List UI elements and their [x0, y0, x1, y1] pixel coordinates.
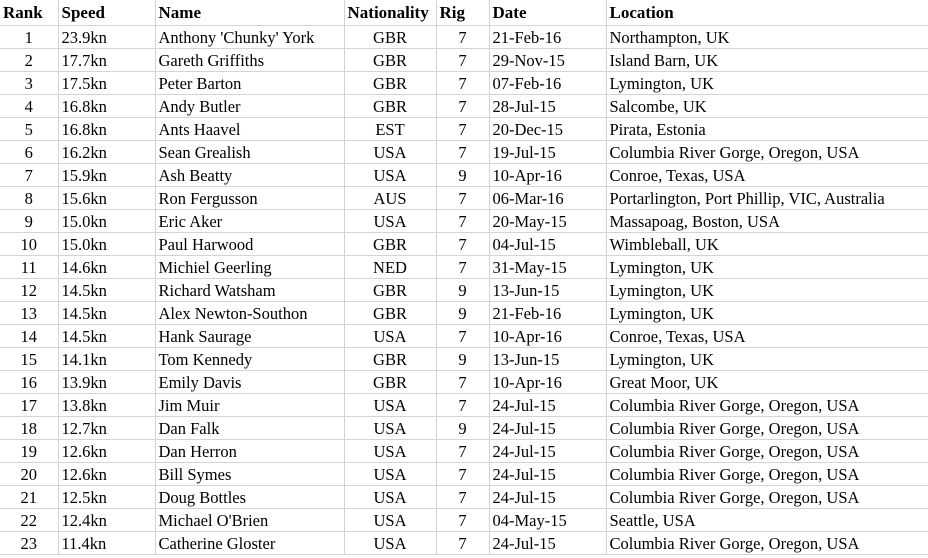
- cell-name[interactable]: Hank Saurage: [155, 325, 344, 348]
- table-row: [0, 532, 928, 555]
- header-rank[interactable]: Rank: [0, 0, 58, 26]
- cell-nationality[interactable]: USA: [344, 141, 436, 164]
- cell-name[interactable]: Jim Muir: [155, 394, 344, 417]
- cell-nationality[interactable]: USA: [344, 463, 436, 486]
- cell-rank[interactable]: 14: [0, 325, 58, 348]
- cell-rank[interactable]: 8: [0, 187, 58, 210]
- cell-rig[interactable]: 9: [436, 348, 489, 371]
- cell-rig[interactable]: 9: [436, 164, 489, 187]
- cell-nationality[interactable]: USA: [344, 417, 436, 440]
- table-row: [0, 302, 928, 325]
- table-row: [0, 486, 928, 509]
- cell-nationality[interactable]: USA: [344, 210, 436, 233]
- cell-location[interactable]: Northampton, UK: [606, 26, 928, 49]
- cell-rank[interactable]: 2: [0, 49, 58, 72]
- cell-location[interactable]: Massapoag, Boston, USA: [606, 210, 928, 233]
- header-nationality[interactable]: Nationality: [344, 0, 436, 26]
- cell-date[interactable]: 24-Jul-15: [489, 532, 606, 555]
- cell-speed[interactable]: 12.5kn: [58, 486, 155, 509]
- cell-rank[interactable]: 20: [0, 463, 58, 486]
- cell-location[interactable]: Columbia River Gorge, Oregon, USA: [606, 394, 928, 417]
- cell-rank[interactable]: 1: [0, 26, 58, 49]
- table-row: [0, 371, 928, 394]
- cell-name[interactable]: Eric Aker: [155, 210, 344, 233]
- cell-location[interactable]: Lymington, UK: [606, 279, 928, 302]
- cell-name[interactable]: Tom Kennedy: [155, 348, 344, 371]
- cell-rank[interactable]: 19: [0, 440, 58, 463]
- cell-name[interactable]: Richard Watsham: [155, 279, 344, 302]
- cell-rig[interactable]: 7: [436, 141, 489, 164]
- table-row: [0, 463, 928, 486]
- cell-date[interactable]: 04-May-15: [489, 509, 606, 532]
- cell-rank[interactable]: 4: [0, 95, 58, 118]
- table-row: [0, 233, 928, 256]
- cell-date[interactable]: 24-Jul-15: [489, 440, 606, 463]
- cell-speed[interactable]: 12.6kn: [58, 463, 155, 486]
- cell-speed[interactable]: 17.5kn: [58, 72, 155, 95]
- cell-rank[interactable]: 3: [0, 72, 58, 95]
- table-row: [0, 394, 928, 417]
- cell-rig[interactable]: 7: [436, 509, 489, 532]
- table-row: [0, 210, 928, 233]
- cell-name[interactable]: Dan Herron: [155, 440, 344, 463]
- cell-rig[interactable]: 7: [436, 187, 489, 210]
- table-row: [0, 509, 928, 532]
- cell-name[interactable]: Sean Grealish: [155, 141, 344, 164]
- cell-location[interactable]: Columbia River Gorge, Oregon, USA: [606, 486, 928, 509]
- cell-name[interactable]: Catherine Gloster: [155, 532, 344, 555]
- cell-rank[interactable]: 13: [0, 302, 58, 325]
- cell-rig[interactable]: 9: [436, 417, 489, 440]
- cell-nationality[interactable]: USA: [344, 325, 436, 348]
- cell-date[interactable]: 13-Jun-15: [489, 279, 606, 302]
- cell-rank[interactable]: 18: [0, 417, 58, 440]
- header-row: [0, 0, 928, 26]
- cell-rig[interactable]: 7: [436, 371, 489, 394]
- cell-rig[interactable]: 7: [436, 95, 489, 118]
- cell-location[interactable]: Lymington, UK: [606, 256, 928, 279]
- cell-date[interactable]: 21-Feb-16: [489, 26, 606, 49]
- cell-speed[interactable]: 14.5kn: [58, 325, 155, 348]
- cell-speed[interactable]: 16.8kn: [58, 95, 155, 118]
- cell-speed[interactable]: 16.2kn: [58, 141, 155, 164]
- cell-rig[interactable]: 7: [436, 72, 489, 95]
- cell-rank[interactable]: 17: [0, 394, 58, 417]
- cell-location[interactable]: Columbia River Gorge, Oregon, USA: [606, 463, 928, 486]
- table-row: [0, 417, 928, 440]
- cell-name[interactable]: Ron Fergusson: [155, 187, 344, 210]
- cell-speed[interactable]: 12.7kn: [58, 417, 155, 440]
- cell-date[interactable]: 29-Nov-15: [489, 49, 606, 72]
- cell-location[interactable]: Conroe, Texas, USA: [606, 325, 928, 348]
- cell-nationality[interactable]: GBR: [344, 302, 436, 325]
- cell-location[interactable]: Lymington, UK: [606, 72, 928, 95]
- cell-speed[interactable]: 15.6kn: [58, 187, 155, 210]
- cell-speed[interactable]: 13.8kn: [58, 394, 155, 417]
- cell-date[interactable]: 20-May-15: [489, 210, 606, 233]
- cell-name[interactable]: Dan Falk: [155, 417, 344, 440]
- cell-rig[interactable]: 7: [436, 532, 489, 555]
- cell-speed[interactable]: 23.9kn: [58, 26, 155, 49]
- header-date[interactable]: Date: [489, 0, 606, 26]
- cell-date[interactable]: 24-Jul-15: [489, 486, 606, 509]
- table-body: [0, 26, 928, 555]
- cell-speed[interactable]: 14.5kn: [58, 302, 155, 325]
- cell-rig[interactable]: 7: [436, 463, 489, 486]
- cell-speed[interactable]: 16.8kn: [58, 118, 155, 141]
- table-row: [0, 325, 928, 348]
- cell-rank[interactable]: 6: [0, 141, 58, 164]
- cell-location[interactable]: Conroe, Texas, USA: [606, 164, 928, 187]
- table-row: [0, 256, 928, 279]
- cell-name[interactable]: Peter Barton: [155, 72, 344, 95]
- cell-speed[interactable]: 17.7kn: [58, 49, 155, 72]
- cell-name[interactable]: Ash Beatty: [155, 164, 344, 187]
- cell-location[interactable]: Island Barn, UK: [606, 49, 928, 72]
- table-row: [0, 72, 928, 95]
- cell-location[interactable]: Columbia River Gorge, Oregon, USA: [606, 532, 928, 555]
- table-row: [0, 187, 928, 210]
- cell-date[interactable]: 24-Jul-15: [489, 394, 606, 417]
- cell-name[interactable]: Doug Bottles: [155, 486, 344, 509]
- cell-date[interactable]: 24-Jul-15: [489, 463, 606, 486]
- table-row: [0, 49, 928, 72]
- cell-location[interactable]: Wimbleball, UK: [606, 233, 928, 256]
- cell-nationality[interactable]: GBR: [344, 95, 436, 118]
- cell-location[interactable]: Pirata, Estonia: [606, 118, 928, 141]
- cell-speed[interactable]: 14.6kn: [58, 256, 155, 279]
- table-row: [0, 164, 928, 187]
- cell-date[interactable]: 04-Jul-15: [489, 233, 606, 256]
- cell-date[interactable]: 24-Jul-15: [489, 417, 606, 440]
- cell-rank[interactable]: 10: [0, 233, 58, 256]
- header-speed[interactable]: Speed: [58, 0, 155, 26]
- cell-nationality[interactable]: USA: [344, 486, 436, 509]
- header-name[interactable]: Name: [155, 0, 344, 26]
- table-row: [0, 118, 928, 141]
- cell-nationality[interactable]: USA: [344, 394, 436, 417]
- cell-nationality[interactable]: AUS: [344, 187, 436, 210]
- cell-nationality[interactable]: GBR: [344, 49, 436, 72]
- cell-name[interactable]: Emily Davis: [155, 371, 344, 394]
- cell-location[interactable]: Salcombe, UK: [606, 95, 928, 118]
- cell-rank[interactable]: 11: [0, 256, 58, 279]
- cell-rank[interactable]: 23: [0, 532, 58, 555]
- table-row: [0, 440, 928, 463]
- cell-date[interactable]: 06-Mar-16: [489, 187, 606, 210]
- table-row: [0, 26, 928, 49]
- table-row: [0, 348, 928, 371]
- cell-rig[interactable]: 7: [436, 486, 489, 509]
- cell-rig[interactable]: 7: [436, 210, 489, 233]
- cell-nationality[interactable]: EST: [344, 118, 436, 141]
- cell-location[interactable]: Great Moor, UK: [606, 371, 928, 394]
- cell-rank[interactable]: 5: [0, 118, 58, 141]
- cell-nationality[interactable]: GBR: [344, 279, 436, 302]
- cell-nationality[interactable]: GBR: [344, 233, 436, 256]
- cell-rig[interactable]: 7: [436, 233, 489, 256]
- cell-nationality[interactable]: USA: [344, 164, 436, 187]
- cell-date[interactable]: 19-Jul-15: [489, 141, 606, 164]
- cell-location[interactable]: Seattle, USA: [606, 509, 928, 532]
- cell-rank[interactable]: 16: [0, 371, 58, 394]
- cell-rig[interactable]: 7: [436, 118, 489, 141]
- cell-rig[interactable]: 9: [436, 302, 489, 325]
- cell-name[interactable]: Bill Symes: [155, 463, 344, 486]
- cell-location[interactable]: Lymington, UK: [606, 302, 928, 325]
- cell-rank[interactable]: 7: [0, 164, 58, 187]
- cell-rank[interactable]: 9: [0, 210, 58, 233]
- cell-name[interactable]: Alex Newton-Southon: [155, 302, 344, 325]
- cell-rig[interactable]: 7: [436, 440, 489, 463]
- cell-name[interactable]: Andy Butler: [155, 95, 344, 118]
- cell-nationality[interactable]: USA: [344, 440, 436, 463]
- table-row: [0, 141, 928, 164]
- cell-nationality[interactable]: USA: [344, 532, 436, 555]
- cell-name[interactable]: Michiel Geerling: [155, 256, 344, 279]
- cell-nationality[interactable]: GBR: [344, 348, 436, 371]
- cell-date[interactable]: 10-Apr-16: [489, 325, 606, 348]
- cell-name[interactable]: Anthony 'Chunky' York: [155, 26, 344, 49]
- cell-speed[interactable]: 12.6kn: [58, 440, 155, 463]
- cell-speed[interactable]: 12.4kn: [58, 509, 155, 532]
- cell-nationality[interactable]: GBR: [344, 72, 436, 95]
- cell-name[interactable]: Paul Harwood: [155, 233, 344, 256]
- cell-date[interactable]: 21-Feb-16: [489, 302, 606, 325]
- cell-rig[interactable]: 9: [436, 279, 489, 302]
- cell-nationality[interactable]: NED: [344, 256, 436, 279]
- cell-location[interactable]: Columbia River Gorge, Oregon, USA: [606, 417, 928, 440]
- cell-name[interactable]: Michael O'Brien: [155, 509, 344, 532]
- cell-nationality[interactable]: GBR: [344, 371, 436, 394]
- cell-rig[interactable]: 7: [436, 325, 489, 348]
- cell-speed[interactable]: 14.1kn: [58, 348, 155, 371]
- cell-name[interactable]: Ants Haavel: [155, 118, 344, 141]
- cell-rank[interactable]: 21: [0, 486, 58, 509]
- cell-rig[interactable]: 7: [436, 256, 489, 279]
- cell-name[interactable]: Gareth Griffiths: [155, 49, 344, 72]
- cell-date[interactable]: 10-Apr-16: [489, 164, 606, 187]
- cell-speed[interactable]: 13.9kn: [58, 371, 155, 394]
- cell-nationality[interactable]: USA: [344, 509, 436, 532]
- table-row: [0, 95, 928, 118]
- cell-location[interactable]: Columbia River Gorge, Oregon, USA: [606, 141, 928, 164]
- table-row: [0, 279, 928, 302]
- cell-date[interactable]: 13-Jun-15: [489, 348, 606, 371]
- cell-date[interactable]: 31-May-15: [489, 256, 606, 279]
- header-rig[interactable]: Rig: [436, 0, 489, 26]
- cell-rank[interactable]: 12: [0, 279, 58, 302]
- cell-location[interactable]: Portarlington, Port Phillip, VIC, Australia: [606, 187, 928, 210]
- cell-date[interactable]: 28-Jul-15: [489, 95, 606, 118]
- cell-speed[interactable]: 15.0kn: [58, 233, 155, 256]
- cell-location[interactable]: Columbia River Gorge, Oregon, USA: [606, 440, 928, 463]
- cell-nationality[interactable]: GBR: [344, 26, 436, 49]
- cell-date[interactable]: 07-Feb-16: [489, 72, 606, 95]
- cell-date[interactable]: 10-Apr-16: [489, 371, 606, 394]
- cell-rig[interactable]: 7: [436, 49, 489, 72]
- cell-rank[interactable]: 15: [0, 348, 58, 371]
- cell-location[interactable]: Lymington, UK: [606, 348, 928, 371]
- cell-date[interactable]: 20-Dec-15: [489, 118, 606, 141]
- cell-speed[interactable]: 15.9kn: [58, 164, 155, 187]
- cell-speed[interactable]: 15.0kn: [58, 210, 155, 233]
- cell-rank[interactable]: 22: [0, 509, 58, 532]
- cell-speed[interactable]: 14.5kn: [58, 279, 155, 302]
- cell-speed[interactable]: 11.4kn: [58, 532, 155, 555]
- cell-rig[interactable]: 7: [436, 394, 489, 417]
- cell-rig[interactable]: 7: [436, 26, 489, 49]
- header-location[interactable]: Location: [606, 0, 928, 26]
